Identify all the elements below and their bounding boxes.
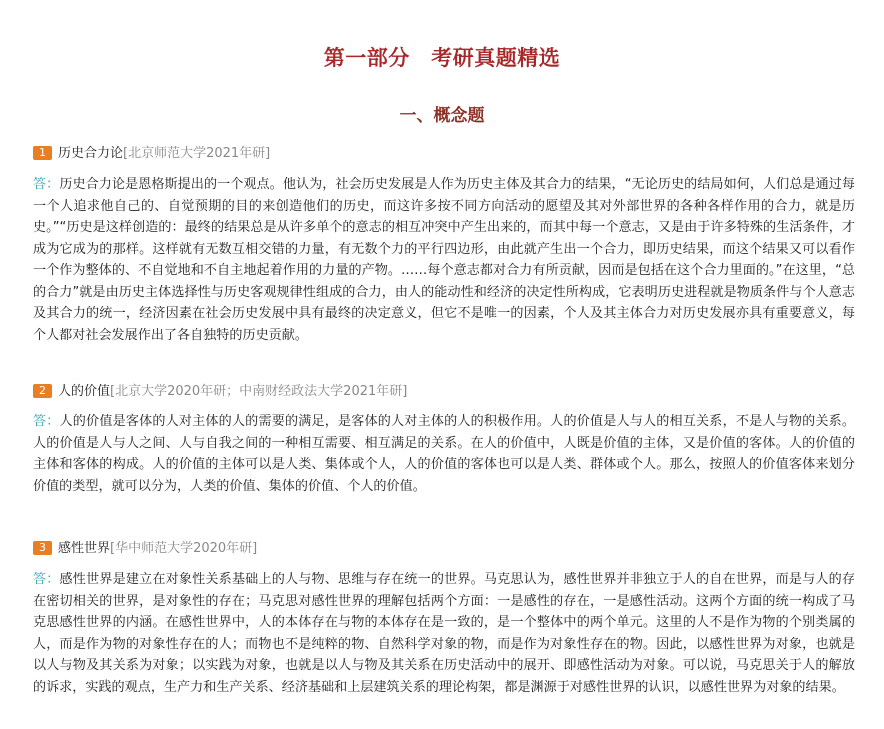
term-source: [北京师范大学2021年研] [123,146,271,161]
section-title: 一、概念题 [399,106,485,126]
term-name: 感性世界 [58,541,111,556]
term-name: 人的价值 [58,384,111,399]
term-number-badge: 3 [33,541,52,555]
term-source: [北京大学2020年研；中南财经政法大学2021年研] [110,384,408,399]
term-name: 历史合力论 [58,146,124,161]
answer-paragraph-3 [33,569,855,698]
answer-prefix: 答： [33,177,60,192]
answer-text: 人的价值是客体的人对主体的人的需要的满足，是客体的人对主体的人的积极作用。人的价值是人与人的相互关系，不是人与物的关系。人的价值是人与人之间、人与自我之间的一种相互需要、相互满足的关系。在人的价值中，人既是价值的主体，又是价值的客体。人的价值的主体和客体的构成。人的价值的主体可以是人类、集体或个人，人的价值的客体也可以是人类、群体或个人。那么，按照人的价值客体来划分价值的类型，就可以分为，人类的价值、集体的价值、个人的价值。 [33,414,856,494]
answer-paragraph-1 [33,174,855,346]
term-heading-2 [33,380,407,400]
term-heading-3 [33,537,257,557]
part-title: 第一部分 考研真题精选 [323,46,561,70]
answer-paragraph-2 [33,411,855,497]
answer-text: 历史合力论是恩格斯提出的一个观点。他认为，社会历史发展是人作为历史主体及其合力的结果，“无论历史的结局如何，人们总是通过每一个人追求他自己的、自觉预期的目的来创造他们的历史，而这许多按不同方向活动的愿望及其对外部世界的各种各样作用的合力，就是历史。”“历史是这样创造的：最终的结果总是从许多单个的意志的相互冲突中产生出来的，而其中每一个意志，又是由于许多特殊的生活条件，才成为它成为的那样。这样就有无数互相交错的力量，有无数个力的平行四边形，由此就产生出一个合力，即历史结果，而这个结果又可以看作一个作为整体的、不自觉地和不自主地起着作用的力量的产物。……每个意志都对合力有所贡献，因而是包括在这个合力里面的。”在这里，“总的合力”就是由历史主体选择性与历史客观规律性组成的合力，由人的能动性和经济的决定性所构成，它表明历史进程就是物质条件与个人意志及其合力的统一，经济因素在社会历史发展中具有最终的决定意义，但它不是唯一的因素，个人及其主体合力对历史发展亦具有重要意义，每个人都对社会发展作出了各自独特的历史贡献。 [33,177,856,343]
term-source: [华中师范大学2020年研] [110,541,258,556]
term-heading-1 [33,142,270,162]
answer-prefix: 答： [33,414,60,429]
answer-text: 感性世界是建立在对象性关系基础上的人与物、思维与存在统一的世界。马克思认为，感性世界并非独立于人的自在世界，而是与人的存在密切相关的世界，是对象性的存在；马克思对感性世界的理解包括两个方面：一是感性的存在，一是感性活动。这两个方面的统一构成了马克思感性世界的内涵。在感性世界中，人的本体存在与物的本体存在是一致的，是一个整体中的两个单元。这里的人不是作为物的个别类属的人，而是作为物的对象性存在的人；而物也不是纯粹的物、自然科学对象的物，而是作为对象性存在的物。因此，以感性世界为对象，也就是以人与物及其关系为对象；以实践为对象，也就是以人与物及其关系在历史活动中的展开、即感性活动为对象。可以说，马克思关于人的解放的诉求，实践的观点，生产力和生产关系、经济基础和上层建筑关系的理论构架，都是渊源于对感性世界的认识，以感性世界为对象的结果。 [33,572,856,695]
term-number-badge: 1 [33,146,52,160]
answer-prefix: 答： [33,572,60,587]
term-number-badge: 2 [33,384,52,398]
